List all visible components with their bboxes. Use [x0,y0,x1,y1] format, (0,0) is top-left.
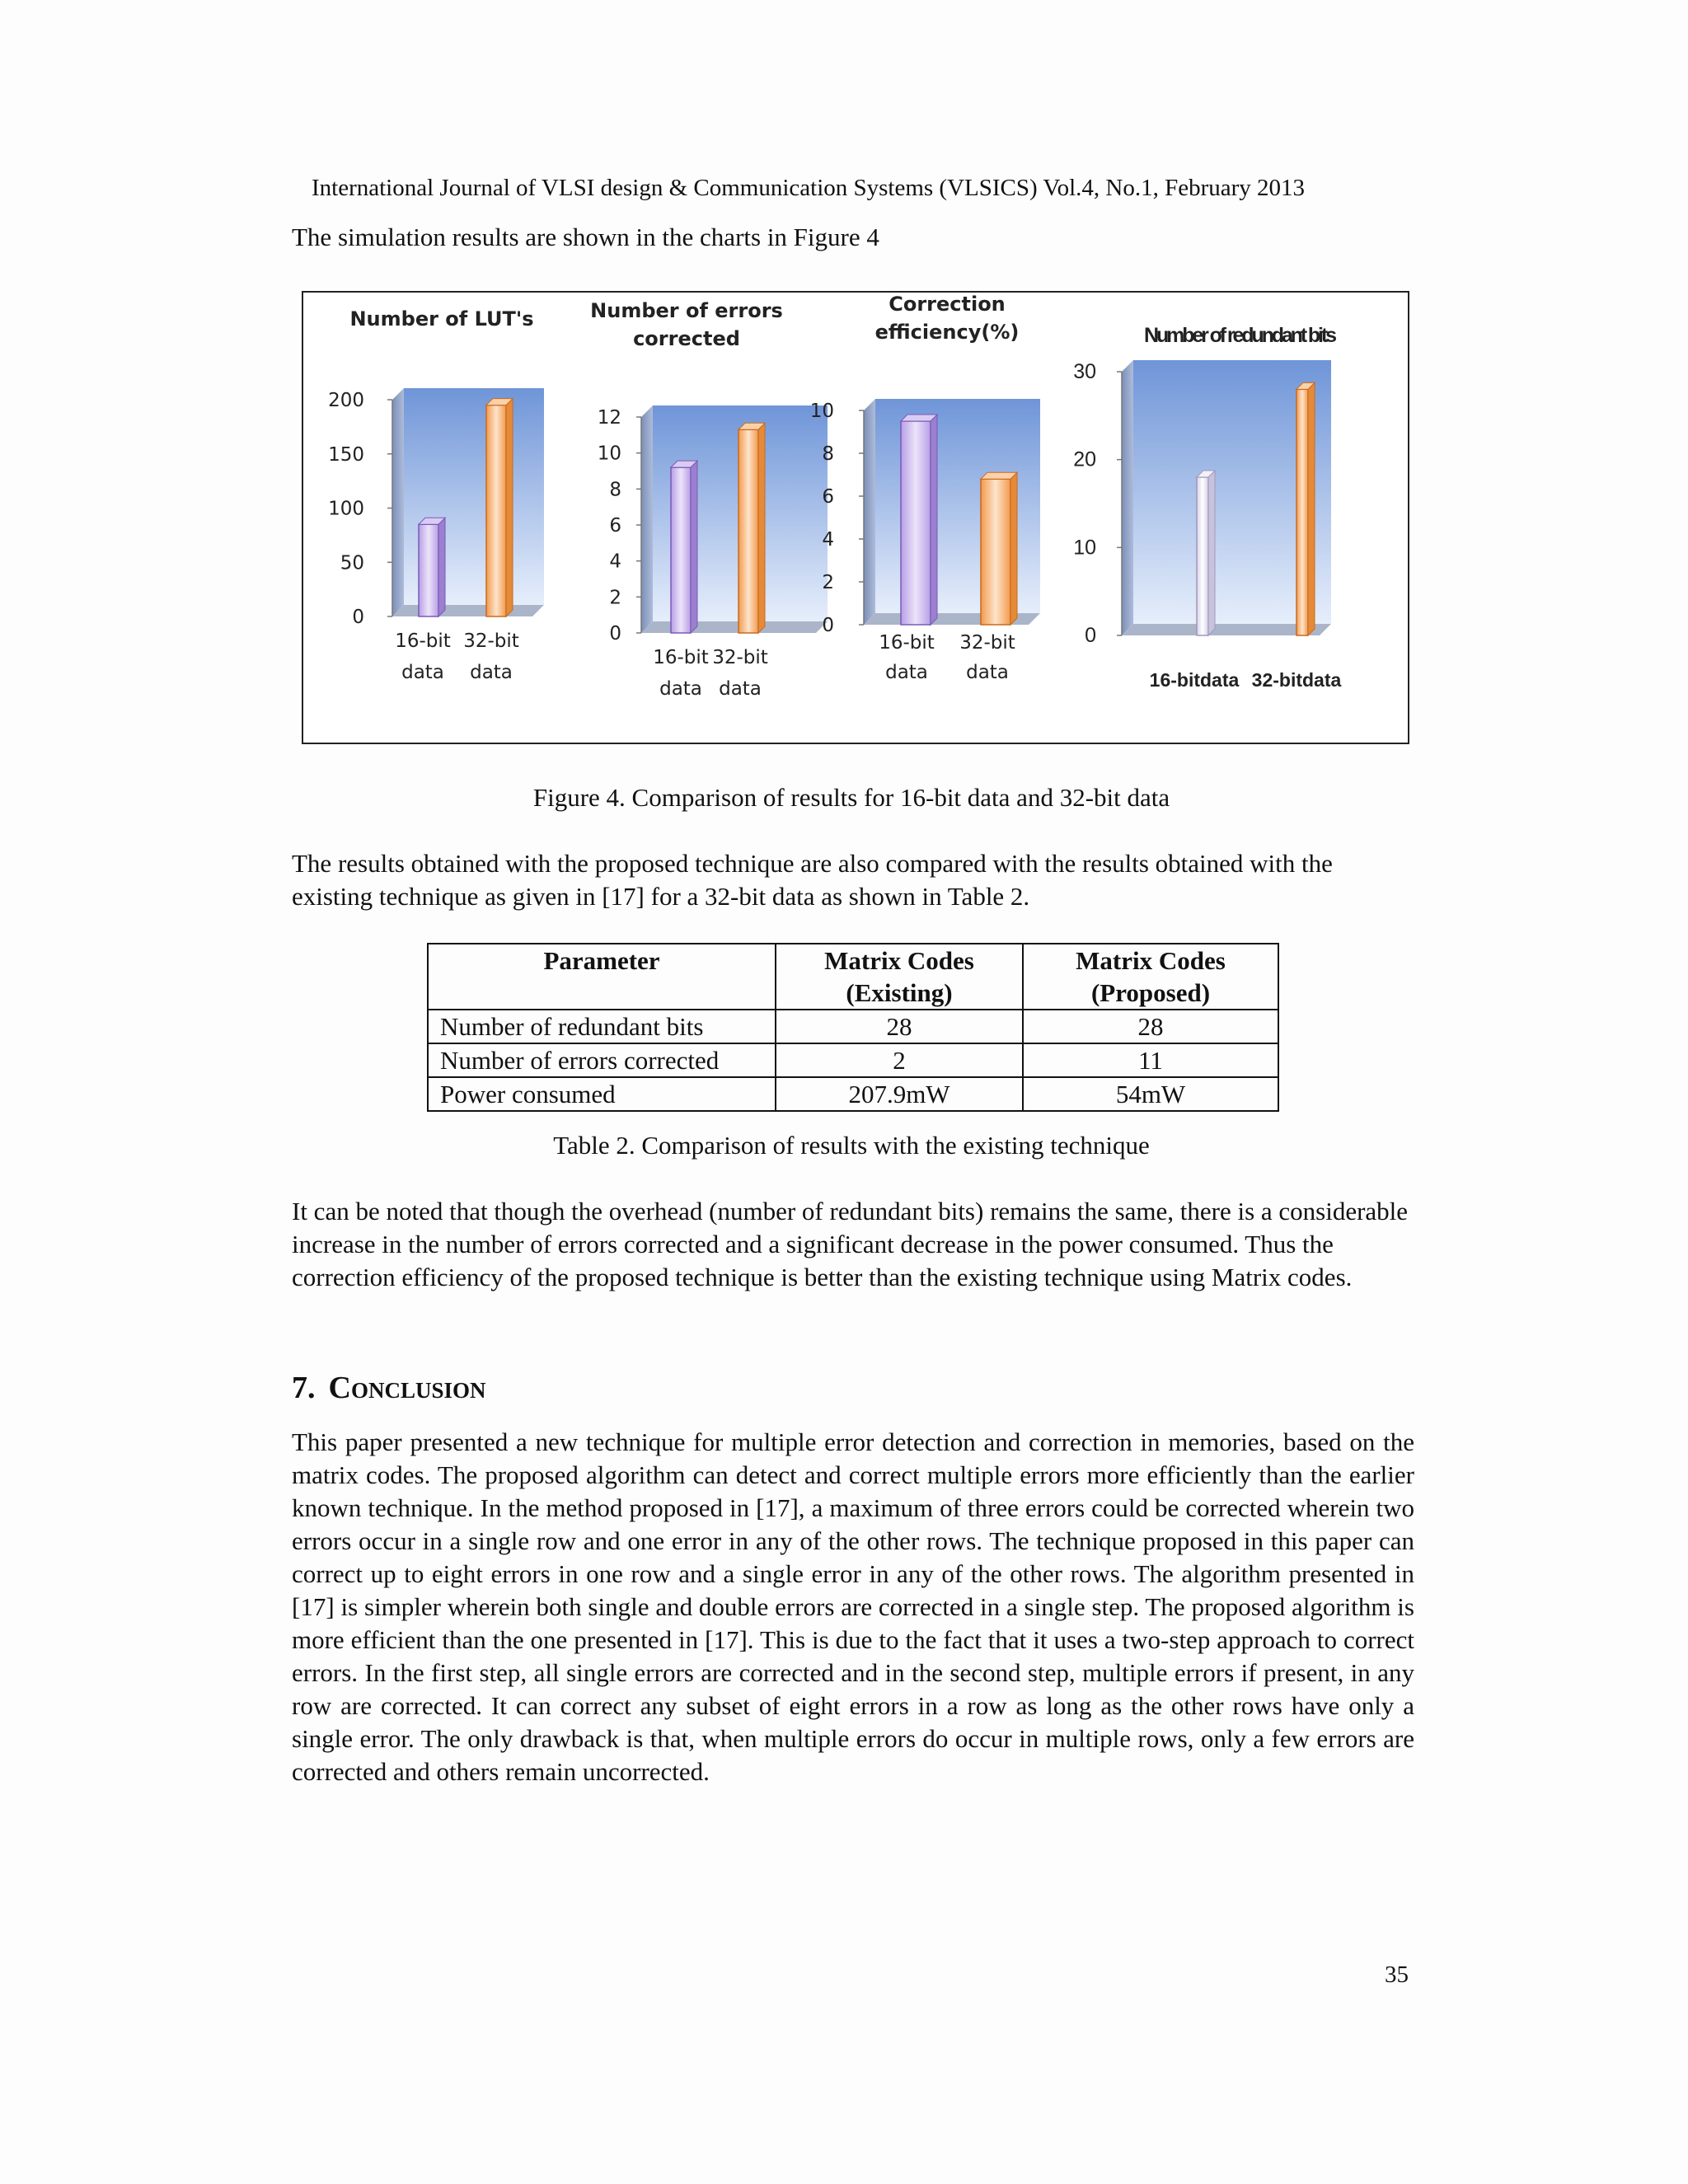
chart-tick-label: 2 [609,587,621,609]
chart-bar-side [758,423,765,633]
chart-category-label: 32-bitdata [1251,669,1342,691]
chart-tick-label: 100 [328,498,364,520]
chart-title: corrected [633,327,740,350]
chart-title: Number of redundant bits [1144,324,1337,347]
chart-category-label: data [470,662,513,683]
chart-category-label: 16-bit [653,647,709,668]
chart-category-label: data [885,662,928,683]
chart-tick-label: 10 [597,443,621,465]
chart-bar-top [981,472,1017,479]
chart-bar [486,405,506,616]
figure-4-charts [303,293,1408,743]
chart-title: Number of errors [590,299,783,322]
chart-tick-label: 6 [609,515,621,537]
chart-tick-label: 4 [822,529,834,551]
chart-category-label: 16-bit [395,630,451,652]
table-row [428,1077,1278,1111]
chart-category-label: 32-bit [712,647,768,668]
chart-tick-label: 10 [1073,536,1096,560]
chart-floor [641,621,828,633]
header-proposed: Matrix Codes (Proposed) [1023,944,1278,1010]
chart-bar [1296,389,1308,635]
section-number: 7. [292,1371,316,1405]
chart-bar [901,421,931,625]
chart-tick-label: 20 [1073,448,1096,471]
chart-tick-label: 10 [809,401,834,422]
running-header: International Journal of VLSI design & Communication Systems (VLSICS) Vol.4, No.1, February 2013 [312,175,1306,201]
chart-tick-label: 12 [597,407,621,429]
chart-category-label: data [401,662,444,683]
table-cell: 54mW [1023,1077,1278,1111]
chart-bar [738,429,758,633]
chart-tick-label: 150 [328,443,364,466]
chart-tick-label: 0 [822,615,834,636]
table-cell: 207.9mW [776,1077,1023,1111]
chart-tick-label: 4 [609,551,621,573]
chart-floor [392,605,544,616]
comparison-paragraph: The results obtained with the proposed technique are also compared with the results obtained with the existing technique as given in [17] for a 32-bit data as shown in Table 2. [292,849,1333,911]
chart-side-wall [864,399,875,625]
chart-title: Number of LUT's [349,307,534,330]
header-parameter: Parameter [428,944,776,1010]
chart-side-wall [641,405,653,633]
chart-tick-label: 6 [822,486,834,508]
chart-side-wall [392,388,404,616]
table-row [428,1043,1278,1077]
chart-tick-label: 8 [822,443,834,465]
conclusion-paragraph: This paper presented a new technique for multiple error detection and correction in memories, based on the matrix codes. The proposed algorithm can detect and correct multiple errors more efficiently than the earlier known technique. In the method proposed in [17], a maximum of three errors could be corrected wherein two errors occur in a single row and one error in any of the other rows. The technique proposed in this paper can correct up to eight errors in one row and a single error in any of the other rows. The algorithm presented in [17] is simpler wherein both single and double errors are corrected in a single step. The proposed algorithm is more efficient than the one presented in [17]. This is due to the fact that it uses a two-step approach to correct errors. In the first step, all single errors are corrected and in the second step, multiple errors if present, in any row are corrected. It can correct any subset of eight errors in a row as long as the other rows have only a single error. The only drawback is that, when multiple errors do occur in multiple rows, only a few errors are corrected and others remain uncorrected. [292,1427,1414,1786]
chart-category-label: data [659,678,702,700]
table-row [428,1010,1278,1043]
chart-bar-top [901,415,937,421]
table-cell: 28 [776,1010,1023,1043]
chart-tick-label: 50 [340,552,364,574]
chart-title: Correction [889,293,1006,316]
figure-caption: Figure 4. Comparison of results for 16-bit data and 32-bit data [532,783,1170,812]
chart-tick-label: 0 [1085,624,1096,647]
discussion-paragraph: It can be noted that though the overhead (number of redundant bits) remains the same, there is a considerable increase in the number of errors corrected and a significant decrease in the power consumed. Thus the correction efficiency of the proposed technique is better than the existing technique using Matrix codes. [292,1197,1409,1291]
table-header-row [428,944,1278,1010]
table-caption: Table 2. Comparison of results with the existing technique [553,1131,1150,1160]
chart-bar-side [691,461,697,633]
comparison-table [427,943,1279,1112]
chart-bar [981,479,1010,625]
figure-4 [302,291,1409,744]
chart-tick-label: 30 [1073,360,1096,383]
section-heading [292,1370,485,1406]
chart-bar-side [1010,472,1017,625]
chart-tick-label: 2 [822,572,834,593]
table-cell: Power consumed [428,1077,776,1111]
table-cell: 11 [1023,1043,1278,1077]
chart-category-label: 16-bitdata [1149,669,1240,691]
chart-title: efficiency(%) [874,321,1020,344]
chart-bar-side [438,518,445,616]
table-cell: Number of redundant bits [428,1010,776,1043]
table-cell: 28 [1023,1010,1278,1043]
chart-tick-label: 0 [609,623,621,644]
chart-category-label: 16-bit [879,632,935,654]
chart-tick-label: 8 [609,479,621,501]
chart-bar [1197,477,1208,635]
chart-category-label: data [719,678,762,700]
page-number: 35 [1385,1961,1409,1988]
chart-bar [419,524,438,616]
chart-bar-side [931,415,937,625]
table-cell: Number of errors corrected [428,1043,776,1077]
table-cell: 2 [776,1043,1023,1077]
chart-tick-label: 0 [352,607,364,628]
chart-category-label: 32-bit [463,630,519,652]
section-title: Conclusion [328,1371,486,1405]
chart-category-label: 32-bit [959,632,1015,654]
chart-bar-side [506,399,513,616]
chart-category-label: data [966,662,1009,683]
chart-bar [671,467,691,633]
intro-paragraph: The simulation results are shown in the charts in Figure 4 [292,223,879,251]
chart-bar-side [1308,382,1315,635]
header-existing: Matrix Codes (Existing) [776,944,1023,1010]
chart-bar-side [1208,471,1215,635]
chart-tick-label: 200 [328,390,364,411]
chart-side-wall [1122,360,1133,635]
